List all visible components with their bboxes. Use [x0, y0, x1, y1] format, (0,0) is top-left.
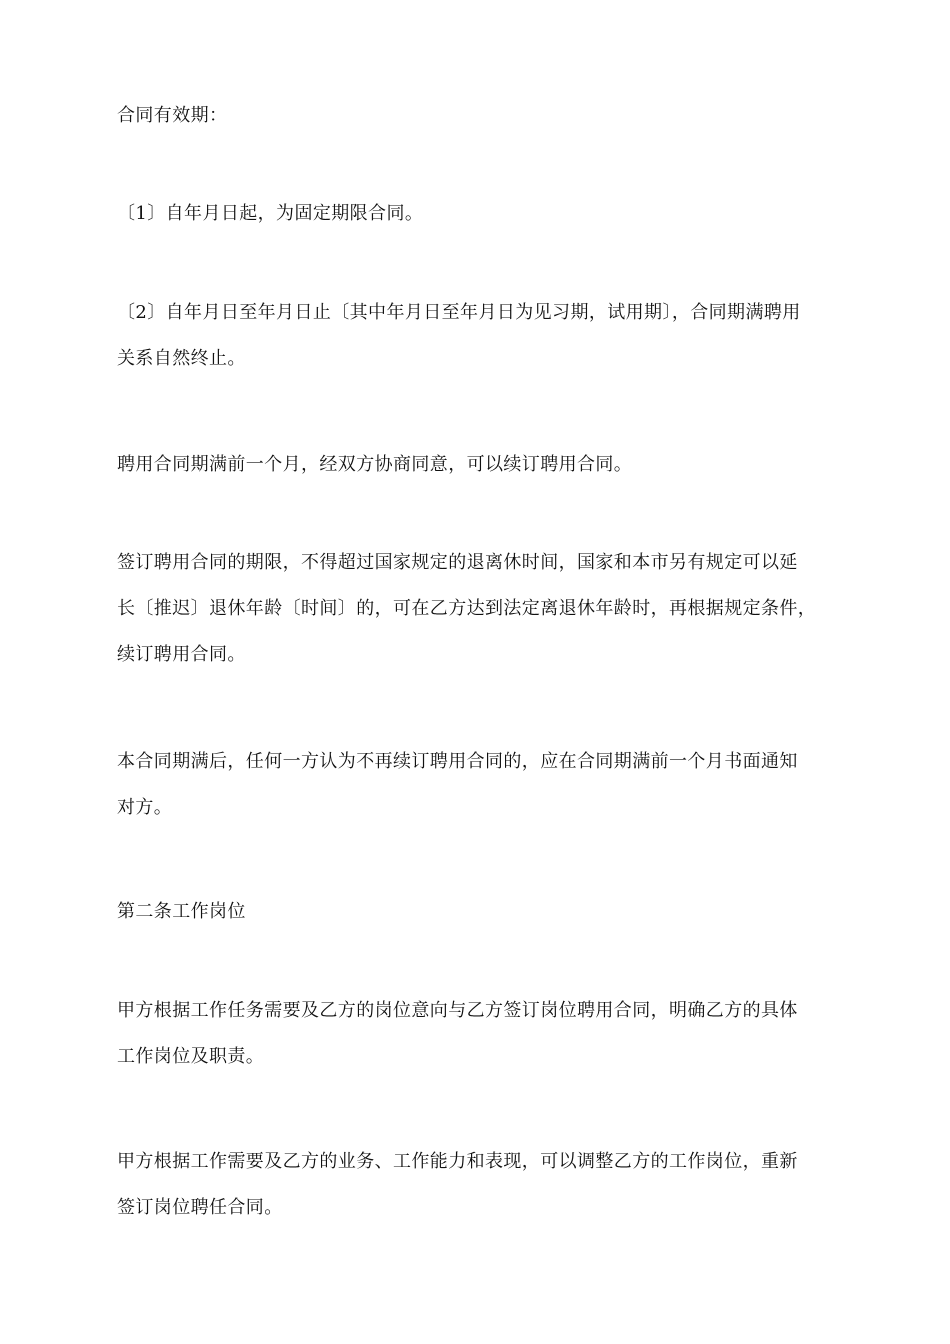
paragraph-post-assignment [117, 988, 857, 1080]
text-line: 〔1〕自年月日起，为固定期限合同。 [117, 203, 424, 224]
paragraph-post-adjustment [117, 1139, 857, 1231]
text-line: 第二条工作岗位 [117, 901, 246, 922]
text-line: 签订聘用合同的期限，不得超过国家规定的退离休时间，国家和本市另有规定可以延 [117, 552, 798, 573]
text-line: 合同有效期： [117, 105, 228, 126]
paragraph-renewal [117, 442, 857, 488]
text-line: 聘用合同期满前一个月，经双方协商同意，可以续订聘用合同。 [117, 454, 633, 475]
text-line: 对方。 [117, 797, 173, 818]
paragraph-non-renewal-notice [117, 739, 857, 831]
text-line: 工作岗位及职责。 [117, 1046, 265, 1067]
section-heading-article-2 [117, 889, 857, 935]
paragraph-term-limit [117, 540, 857, 678]
text-line: 关系自然终止。 [117, 348, 246, 369]
text-line: 本合同期满后，任何一方认为不再续订聘用合同的，应在合同期满前一个月书面通知 [117, 751, 798, 772]
text-line: 长〔推迟〕退休年龄〔时间〕的，可在乙方达到法定离退休年龄时，再根据规定条件， [117, 598, 817, 619]
text-line: 〔2〕自年月日至年月日止〔其中年月日至年月日为见习期，试用期〕，合同期满聘用 [117, 302, 801, 323]
text-line: 续订聘用合同。 [117, 644, 246, 665]
paragraph-contract-validity-heading [117, 93, 857, 139]
text-line: 甲方根据工作需要及乙方的业务、工作能力和表现，可以调整乙方的工作岗位，重新 [117, 1151, 798, 1172]
text-line: 甲方根据工作任务需要及乙方的岗位意向与乙方签订岗位聘用合同，明确乙方的具体 [117, 1000, 798, 1021]
text-line: 签订岗位聘任合同。 [117, 1197, 283, 1218]
paragraph-fixed-term [117, 191, 857, 237]
paragraph-term-with-probation [117, 290, 857, 382]
